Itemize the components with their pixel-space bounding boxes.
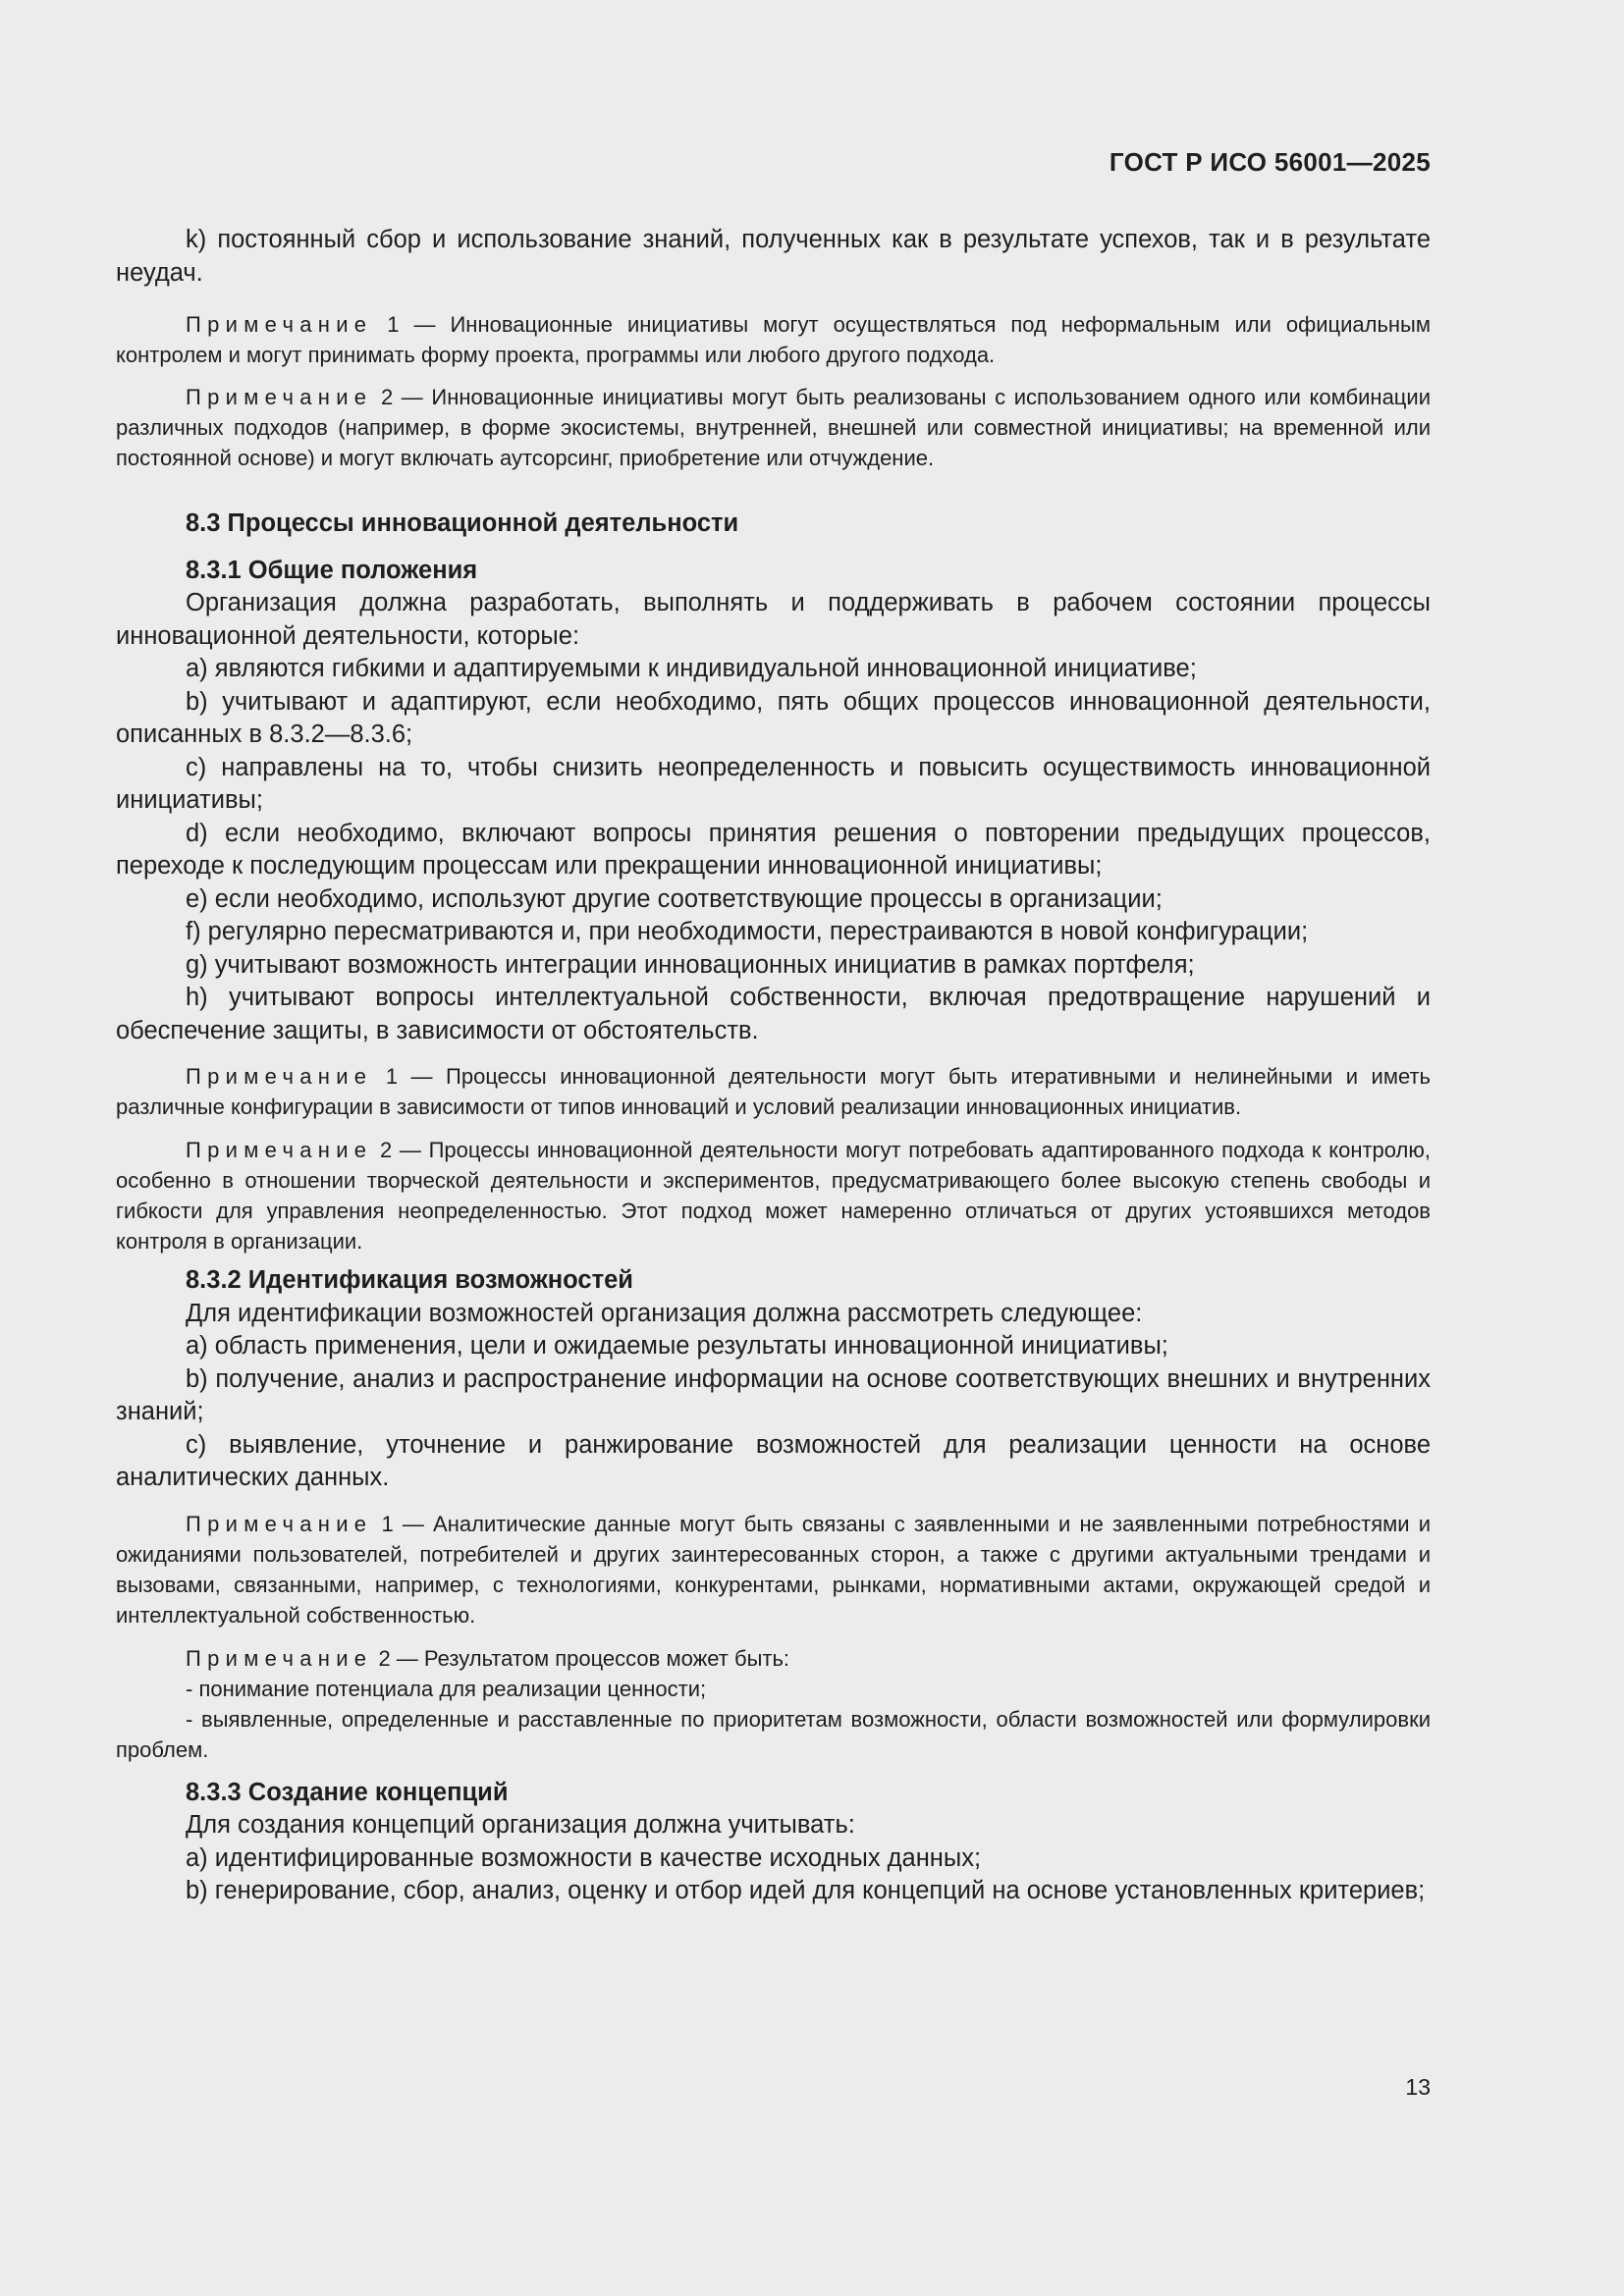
note-3 <box>116 1061 1431 1122</box>
note-text: 2 — Инновационные инициативы могут быть реализованы с использованием одного или комбинации различных подходов (например, в форме экосистемы, внутренней, внешней или совместной инициативы; на временной или постоянной основе) и могут включать аутсорсинг, приобретение или отчуждение. <box>116 385 1431 470</box>
list-item: a) идентифицированные возможности в качестве исходных данных; <box>186 1843 982 1872</box>
list-item: b) получение, анализ и распространение информации на основе соответствующих внешних и внутренних знаний; <box>116 1364 1431 1425</box>
note-text: 1 — Инновационные инициативы могут осуществляться под неформальным или официальным контролем и могут принимать форму проекта, программы или любого другого подхода. <box>116 312 1431 367</box>
dash-item: - выявленные, определенные и расставленные по приоритетам возможности, области возможностей или формулировки проблем. <box>116 1706 1431 1762</box>
note-text: 2 — Процессы инновационной деятельности могут потребовать адаптированного подхода к контролю, особенно в отношении творческой деятельности и экспериментов, предусматривающего более высокую степень свободы и гибкости для управления неопределенностью. Этот подход может намеренно отличаться от других устоявшихся методов контроля в организации. <box>116 1138 1431 1254</box>
paragraph: Для создания концепций организация должна учитывать: <box>186 1811 855 1839</box>
list-item: b) учитывают и адаптируют, если необходимо, пять общих процессов инновационной деятельности, описанных в 8.3.2—8.3.6; <box>116 687 1431 748</box>
subsection-heading-8-3-2: 8.3.2 Идентификация возможностей <box>186 1266 633 1294</box>
subsection-heading-8-3-1: 8.3.1 Общие положения <box>186 556 478 584</box>
list-item: f) регулярно пересматриваются и, при необходимости, перестраиваются в новой конфигурации; <box>186 918 1309 945</box>
note-1 <box>116 309 1431 370</box>
list-item: a) область применения, цели и ожидаемые результаты инновационной инициативы; <box>186 1332 1168 1360</box>
paragraph: Для идентификации возможностей организация должна рассмотреть следующее: <box>186 1299 1143 1327</box>
note-label: Примечание <box>186 312 373 337</box>
document-body <box>116 224 1431 1908</box>
list-item: b) генерирование, сбор, анализ, оценку и отбор идей для концепций на основе установленных критериев; <box>186 1877 1426 1904</box>
note-label: Примечание <box>186 1645 373 1671</box>
note-text: 1 — Аналитические данные могут быть связаны с заявленными и не заявленными потребностями и ожиданиями пользователей, потребителей и других заинтересованных сторон, а также с другими актуальными трендами и вызовами, связанными, например, с технологиями, конкурентами, рынками, нормативными актами, окружающей средой и интеллектуальной собственностью. <box>116 1511 1431 1628</box>
note-text: 1 — Процессы инновационной деятельности могут быть итеративными и нелинейными и иметь различные конфигурации в зависимости от типов инноваций и условий реализации инновационных инициатив. <box>116 1064 1431 1119</box>
note-text: 2 — Результатом процессов может быть: <box>372 1645 790 1671</box>
section-heading-8-3: 8.3 Процессы инновационной деятельности <box>186 509 739 537</box>
note-2 <box>116 382 1431 473</box>
list-item-k: k) постоянный сбор и использование знаний, полученных как в результате успехов, так и в результате неудач. <box>116 226 1431 287</box>
list-item: a) являются гибкими и адаптируемыми к индивидуальной инновационной инициативе; <box>186 655 1197 682</box>
paragraph: Организация должна разработать, выполнять и поддерживать в рабочем состоянии процессы инновационной деятельности, которые: <box>116 589 1431 650</box>
note-label: Примечание <box>186 1138 373 1162</box>
note-label: Примечание <box>186 1064 373 1089</box>
list-item: g) учитывают возможность интеграции инновационных инициатив в рамках портфеля; <box>186 950 1195 979</box>
list-item: c) направлены на то, чтобы снизить неопределенность и повысить осуществимость инновационной инициативы; <box>116 753 1431 814</box>
list-item: h) учитывают вопросы интеллектуальной собственности, включая предотвращение нарушений и обеспечение защиты, в зависимости от обстоятельств. <box>116 984 1431 1044</box>
list-item: e) если необходимо, используют другие соответствующие процессы в организации; <box>186 884 1163 913</box>
page-number: 13 <box>1405 2074 1431 2100</box>
note-6 <box>116 1643 1431 1674</box>
list-item: d) если необходимо, включают вопросы принятия решения о повторении предыдущих процессов, переходе к последующим процессам или прекращении инновационной инициативы; <box>116 819 1431 880</box>
dash-item: - понимание потенциала для реализации ценности; <box>186 1676 707 1701</box>
note-label: Примечание <box>186 1511 373 1536</box>
subsection-heading-8-3-3: 8.3.3 Создание концепций <box>186 1778 509 1806</box>
note-label: Примечание <box>186 385 373 409</box>
list-item: c) выявление, уточнение и ранжирование возможностей для реализации ценности на основе аналитических данных. <box>116 1430 1431 1491</box>
note-4 <box>116 1135 1431 1256</box>
document-code: ГОСТ Р ИСО 56001—2025 <box>1109 147 1431 177</box>
note-5 <box>116 1509 1431 1630</box>
